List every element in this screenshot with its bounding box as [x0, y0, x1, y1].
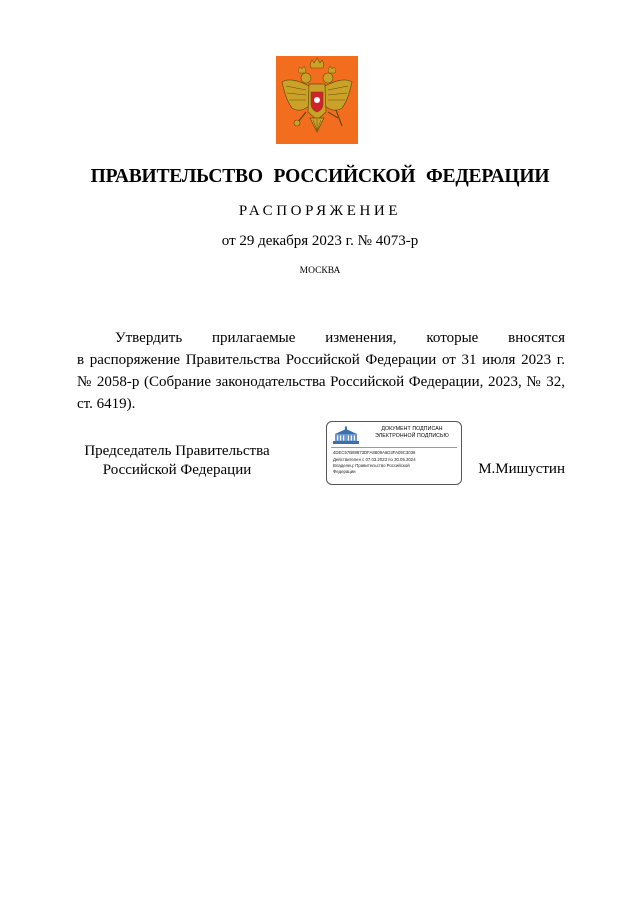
double-headed-eagle-icon: [276, 56, 358, 144]
document-city: МОСКВА: [299, 266, 341, 276]
signer-position-line: Председатель Правительства: [84, 443, 270, 459]
decree-body: [77, 327, 565, 415]
stamp-title: [365, 426, 459, 440]
body-line: № 2058-р (Собрание законодательства Российской Федерации, 2023, № 32,: [77, 374, 565, 390]
stamp-certificate: 4DEC57B88873DFA8809A6D3FA09C3038: [333, 450, 416, 455]
signer-position: [78, 442, 276, 480]
body-line: ст. 6419).: [77, 396, 136, 412]
government-building-icon: [331, 426, 361, 446]
document-type: РАСПОРЯЖЕНИЕ: [238, 203, 402, 219]
stamp-validity: Действителен с 07.03.2023 по 30.05.2024: [333, 457, 416, 462]
electronic-signature-stamp: [326, 421, 462, 485]
stamp-title-line: ЭЛЕКТРОННОЙ ПОДПИСЬЮ: [375, 433, 449, 439]
body-line: Утвердить прилагаемые изменения, которые вносятся: [115, 330, 565, 346]
stamp-title-line: ДОКУМЕНТ ПОДПИСАН: [381, 426, 443, 432]
stamp-owner: Владелец: Правительство Российской: [333, 463, 410, 468]
signer-position-line: Российской Федерации: [102, 462, 252, 478]
stamp-owner: Федерации: [333, 468, 356, 474]
coat-of-arms-emblem: [276, 56, 358, 144]
signer-name: М.Мишустин: [478, 461, 565, 477]
government-title: ПРАВИТЕЛЬСТВО РОССИЙСКОЙ ФЕДЕРАЦИИ: [90, 166, 550, 187]
body-line: в распоряжение Правительства Российской Федерации от 31 июля 2023 г.: [77, 352, 565, 368]
document-date-number: от 29 декабря 2023 г. № 4073-р: [221, 233, 419, 249]
stamp-divider: [331, 447, 457, 448]
